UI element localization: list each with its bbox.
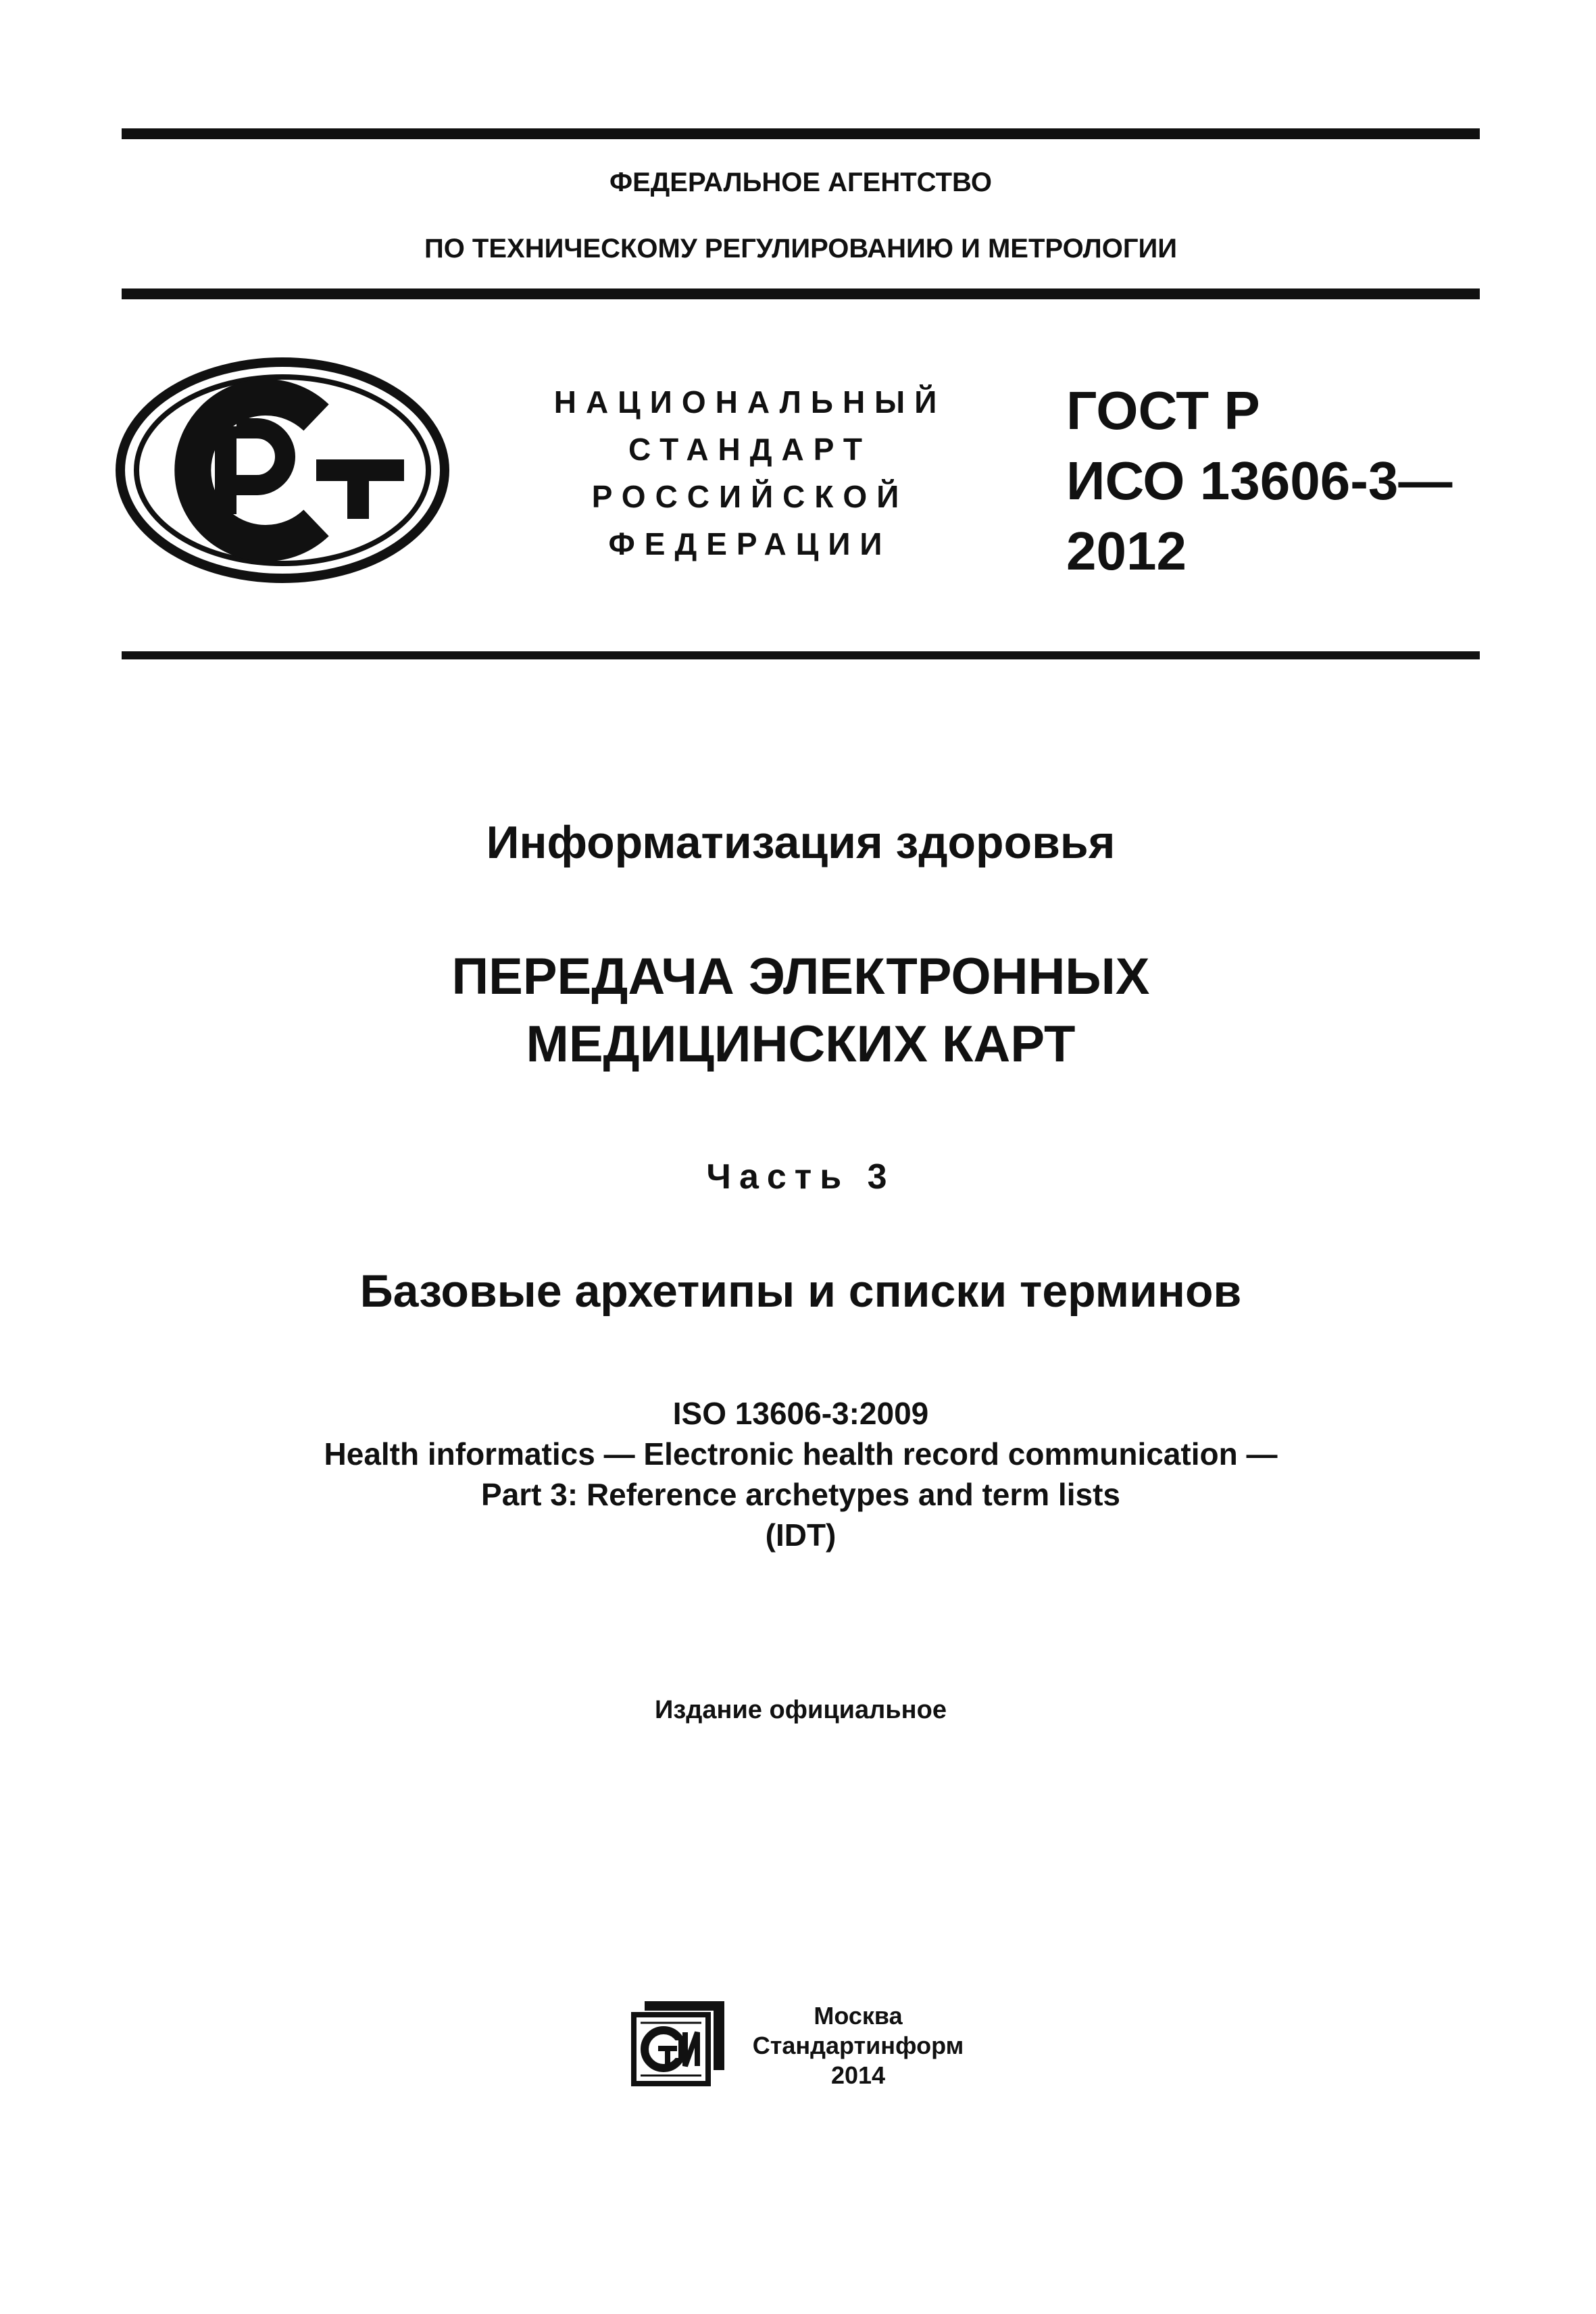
standard-designation <box>1066 376 1472 586</box>
header-rule <box>122 288 1480 299</box>
agency-line-1: ФЕДЕРАЛЬНОЕ АГЕНТСТВО <box>609 168 993 197</box>
publisher-year: 2014 <box>830 2061 886 2089</box>
standard-type-line-3: РОССИЙСКОЙ <box>591 479 909 514</box>
iso-line-4: (IDT) <box>765 1517 837 1553</box>
standard-type <box>514 378 987 568</box>
subtitle: Базовые архетипы и списки терминов <box>359 1265 1242 1317</box>
title-block-rule <box>122 651 1480 659</box>
designation-line-3: 2012 <box>1066 521 1187 581</box>
main-title-line-2: МЕДИЦИНСКИХ КАРТ <box>526 1015 1076 1073</box>
top-rule <box>122 128 1480 139</box>
publisher-imprint <box>750 2001 966 2090</box>
rst-logo-icon <box>114 355 451 585</box>
agency-line-2: ПО ТЕХНИЧЕСКОМУ РЕГУЛИРОВАНИЮ И МЕТРОЛОГИИ <box>424 234 1178 263</box>
designation-line-2: ИСО 13606-3— <box>1066 451 1453 511</box>
publisher-name: Стандартинформ <box>752 2032 964 2059</box>
iso-line-1: ISO 13606-3:2009 <box>672 1396 929 1431</box>
standard-type-line-1: НАЦИОНАЛЬНЫЙ <box>553 384 947 420</box>
iso-reference <box>122 1393 1480 1555</box>
iso-line-3: Part 3: Reference archetypes and term lists <box>481 1477 1120 1512</box>
iso-line-2: Health informatics — Electronic health record communication — <box>324 1436 1278 1472</box>
edition-label: Издание официальное <box>655 1696 947 1724</box>
designation-line-1: ГОСТ Р <box>1066 380 1260 441</box>
part-number: Часть 3 <box>706 1157 895 1197</box>
publisher-city: Москва <box>814 2002 903 2030</box>
publisher-logo-icon <box>628 1996 730 2089</box>
main-title <box>122 943 1480 1078</box>
standard-type-line-2: СТАНДАРТ <box>628 432 872 467</box>
standard-type-line-4: ФЕДЕРАЦИИ <box>608 526 892 561</box>
field-title: Информатизация здоровья <box>486 817 1116 868</box>
main-title-line-1: ПЕРЕДАЧА ЭЛЕКТРОННЫХ <box>451 948 1150 1005</box>
